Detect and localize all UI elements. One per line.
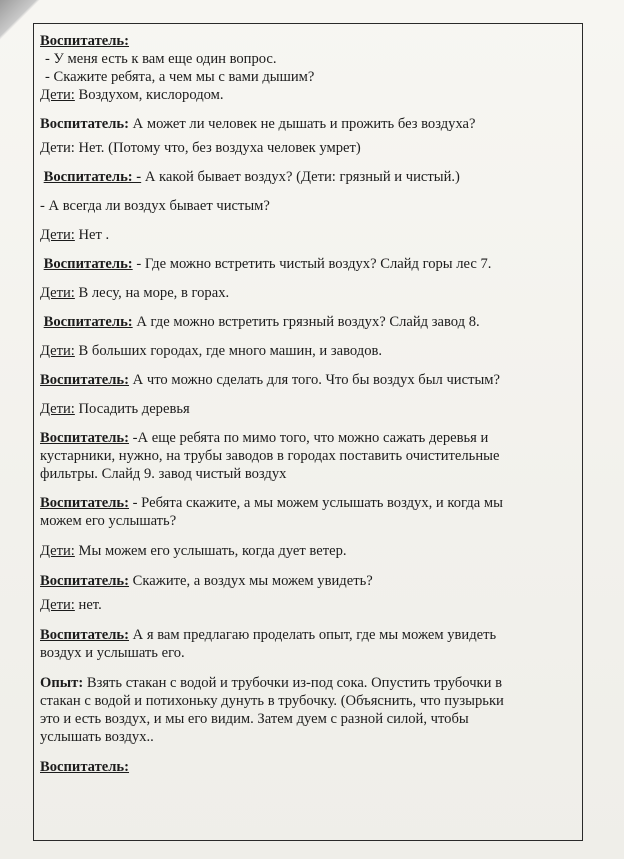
block-7-line-1: Воспитатель: -А еще ребята по мимо того, что можно сажать деревья и [40, 430, 489, 446]
speaker-experiment: Опыт: [40, 675, 84, 691]
speaker-teacher: Воспитатель: [40, 627, 130, 643]
block-final [40, 758, 575, 776]
block-5-answer: Дети: В больших городах, где много машин, и заводов. [40, 343, 383, 359]
block-4: Воспитатель: - Где можно встретить чистый воздух? Слайд горы лес 7. [43, 256, 492, 272]
speaker-teacher: Воспитатель: [40, 116, 130, 132]
speaker-teacher: Воспитатель: [40, 495, 130, 511]
block-7-line-2: кустарники, нужно, на трубы заводов в городах поставить очистительные [40, 448, 500, 464]
experiment-line-2: стакан с водой и потихоньку дунуть в трубочку. (Объяснить, что пузырьки [40, 693, 504, 709]
block-2: Воспитатель: А может ли человек не дышать и прожить без воздуха? [40, 116, 476, 132]
speaker-children: Дети: [40, 401, 75, 417]
block-3: Воспитатель: - А какой бывает воздух? (Дети: грязный и чистый.) [43, 169, 460, 185]
block-8-line-1: Воспитатель: - Ребята скажите, а мы можем услышать воздух, и когда мы [40, 495, 503, 511]
block-10-line-1: Воспитатель: А я вам предлагаю проделать опыт, где мы можем увидеть [40, 627, 497, 643]
speaker-teacher: Воспитатель: [40, 33, 130, 49]
speaker-children: Дети: [40, 285, 75, 301]
speaker-children: Дети: [40, 140, 75, 156]
block-10-line-2: воздух и услышать его. [40, 645, 185, 661]
speaker-teacher: Воспитатель: [43, 314, 133, 330]
block-5: Воспитатель: А где можно встретить грязный воздух? Слайд завод 8. [43, 314, 480, 330]
experiment-line-3: это и есть воздух, и мы его видим. Затем дуем с разной силой, чтобы [40, 711, 469, 727]
speaker-teacher: Воспитатель: [40, 573, 130, 589]
dialogue-text [40, 32, 575, 776]
speaker-teacher: Воспитатель: [40, 372, 130, 388]
block-8-line-2: можем его услышать? [40, 513, 177, 529]
speaker-children: Дети: [40, 343, 75, 359]
speaker-teacher: Воспитатель: - [43, 169, 142, 185]
experiment-line-4: услышать воздух.. [40, 729, 154, 745]
speaker-children: Дети: [40, 597, 75, 613]
block-2-answer: Дети: Нет. (Потому что, без воздуха человек умрет) [40, 140, 361, 156]
block-1-line-1: - У меня есть к вам еще один вопрос. [45, 51, 277, 67]
block-9-answer: Дети: нет. [40, 597, 102, 613]
block-8-answer: Дети: Мы можем его услышать, когда дует ветер. [40, 543, 347, 559]
block-1-speaker [40, 32, 575, 50]
block-7-line-3: фильтры. Слайд 9. завод чистый воздух [40, 466, 287, 482]
speaker-teacher: Воспитатель: [43, 256, 133, 272]
experiment-line-1: Опыт: Взять стакан с водой и трубочки из-под сока. Опустить трубочки в [40, 675, 502, 691]
block-3-follow: - А всегда ли воздух бывает чистым? [40, 198, 270, 214]
block-6: Воспитатель: А что можно сделать для того. Что бы воздух был чистым? [40, 372, 500, 388]
speaker-children: Дети: [40, 543, 75, 559]
block-4-answer: Дети: В лесу, на море, в горах. [40, 285, 230, 301]
block-6-answer: Дети: Посадить деревья [40, 401, 190, 417]
speaker-teacher: Воспитатель: [40, 430, 130, 446]
block-9: Воспитатель: Скажите, а воздух мы можем увидеть? [40, 573, 373, 589]
speaker-teacher: Воспитатель: [40, 759, 130, 775]
speaker-children: Дети: [40, 87, 75, 103]
block-3-answer: Дети: Нет . [40, 227, 110, 243]
block-1-answer: Дети: Воздухом, кислородом. [40, 87, 224, 103]
speaker-children: Дети: [40, 227, 75, 243]
block-1-line-2: - Скажите ребята, а чем мы с вами дышим? [45, 69, 315, 85]
